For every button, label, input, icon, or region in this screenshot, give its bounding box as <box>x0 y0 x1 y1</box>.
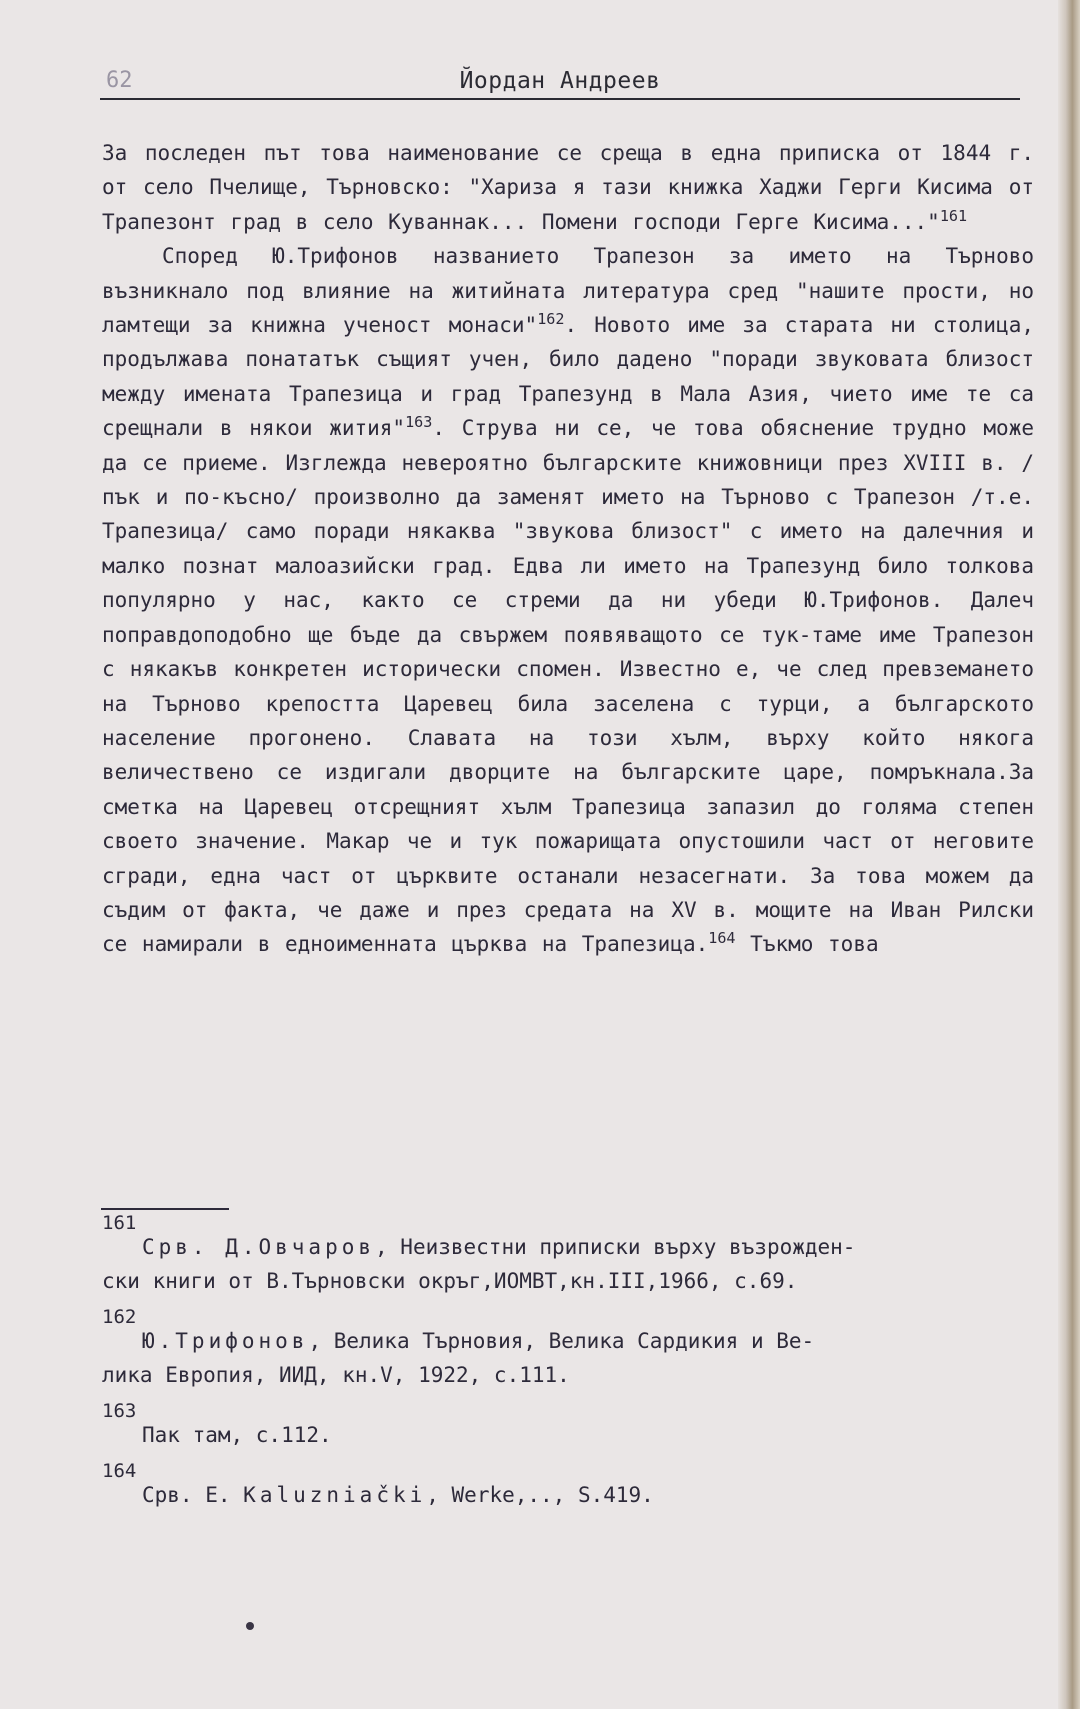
footnote-number: 164 <box>102 1460 137 1482</box>
footnote-text <box>102 1478 1034 1512</box>
footnote-title: , Werke,.., S.419. <box>426 1483 654 1507</box>
footnote-title: , Неизвестни приписки върху възрожден- <box>375 1235 856 1259</box>
footnote-author: Срв. Д.Овчаров <box>142 1235 376 1259</box>
footnote-title: , Велика Търновия, Велика Сардикия и Ве- <box>308 1329 815 1353</box>
footnote-163 <box>102 1402 1034 1452</box>
footnote-number: 161 <box>102 1212 137 1234</box>
footnote-ref-163: 163 <box>405 413 433 432</box>
paragraph-2-text-c: . Струва ни се, че това обяснение трудно може да се приеме. Изглежда невероятно българските книжовници през XVIII в. /пък и по-късно/ произволно да заменят името на Търново с Трапезон /т.е. Трапезица/ само поради някаква "звукова близост" с името на далечния и малко познат малоазийски град. Едва ли името на Трапезунд било толкова популярно у нас, както се стреми да ни убеди Ю.Трифонов. Далеч поправдоподобно ще бъде да свържем появяващото се тук-таме име Трапезон с някакъв конкретен исторически спомен. Известно е, че след превземането на Търново крепостта Царевец била заселена с турци, а българското население прогонено. Славата на този хълм, върху който някога величествено се издигали дворците на българските царе, помръкнала.За сметка на Царевец отсрещният хълм Трапезица запазил до голяма степен своето значение. Макар че и тук пожарищата опустошили част от неговите сгради, една част от църквите останали незасегнати. За това можем да съдим от факта, че даже и през средата на XV в. мощите на Иван Рилски се намирали в едноименната църква на Трапезица. <box>102 416 1034 957</box>
footnote-continuation: ски книги от В.Търновски окръг,ИОМВТ,кн.III,1966, с.69. <box>102 1269 798 1293</box>
footnote-author: Kaluzniački <box>243 1483 427 1507</box>
paragraph-1 <box>102 136 1034 239</box>
footnote-164 <box>102 1462 1034 1512</box>
ink-speck <box>246 1622 254 1630</box>
footnote-161 <box>102 1214 1034 1298</box>
footnote-number: 163 <box>102 1400 137 1422</box>
footnote-author: Ю.Трифонов <box>142 1329 309 1353</box>
footnote-ref-164: 164 <box>708 929 736 948</box>
paragraph-1-text: За последен път това наименование се среща в една приписка от 1844 г. от село Пчелище, Търновско: "Хариза я тази книжка Хаджи Герги Кисима от Трапезонт град в село Куваннак... Помени господи Герге Кисима..." <box>102 141 1034 234</box>
page-number: 62 <box>106 68 133 93</box>
footnote-text: Пак там, с.112. <box>142 1423 332 1447</box>
footnote-ref-162: 162 <box>537 310 565 329</box>
paragraph-2-text-b: . Новото име за старата ни столица, продължава понататък същият учен, било дадено "поради звуковата близост между имената Трапезица и град Трапезунд в Мала Азия, чието име те са срещнали в някои жития" <box>102 313 1034 441</box>
running-title: Йордан Андреев <box>459 68 661 94</box>
paragraph-2 <box>102 239 1034 962</box>
paragraph-2-text-d: Тъкмо това <box>735 932 879 957</box>
footnote-text <box>102 1324 1034 1392</box>
footnote-continuation: лика Европия, ИИД, кн.V, 1922, с.111. <box>102 1363 570 1387</box>
footnote-prefix: Срв. Е. <box>142 1483 231 1507</box>
main-text <box>102 136 1034 962</box>
footnote-number: 162 <box>102 1306 137 1328</box>
footnote-ref-161: 161 <box>939 206 968 225</box>
page-header <box>100 64 1020 100</box>
book-spine-edge <box>1058 0 1080 1709</box>
paragraph-2-text-a: Според Ю.Трифонов названието Трапезон за името на Търново възникнало под влияние на житийната литература сред "нашите прости, но ламтещи за книжна ученост монаси" <box>102 244 1034 338</box>
footnotes <box>102 1214 1034 1522</box>
footnote-text <box>102 1230 1034 1298</box>
footnote-separator <box>101 1208 229 1210</box>
footnote-162 <box>102 1308 1034 1392</box>
